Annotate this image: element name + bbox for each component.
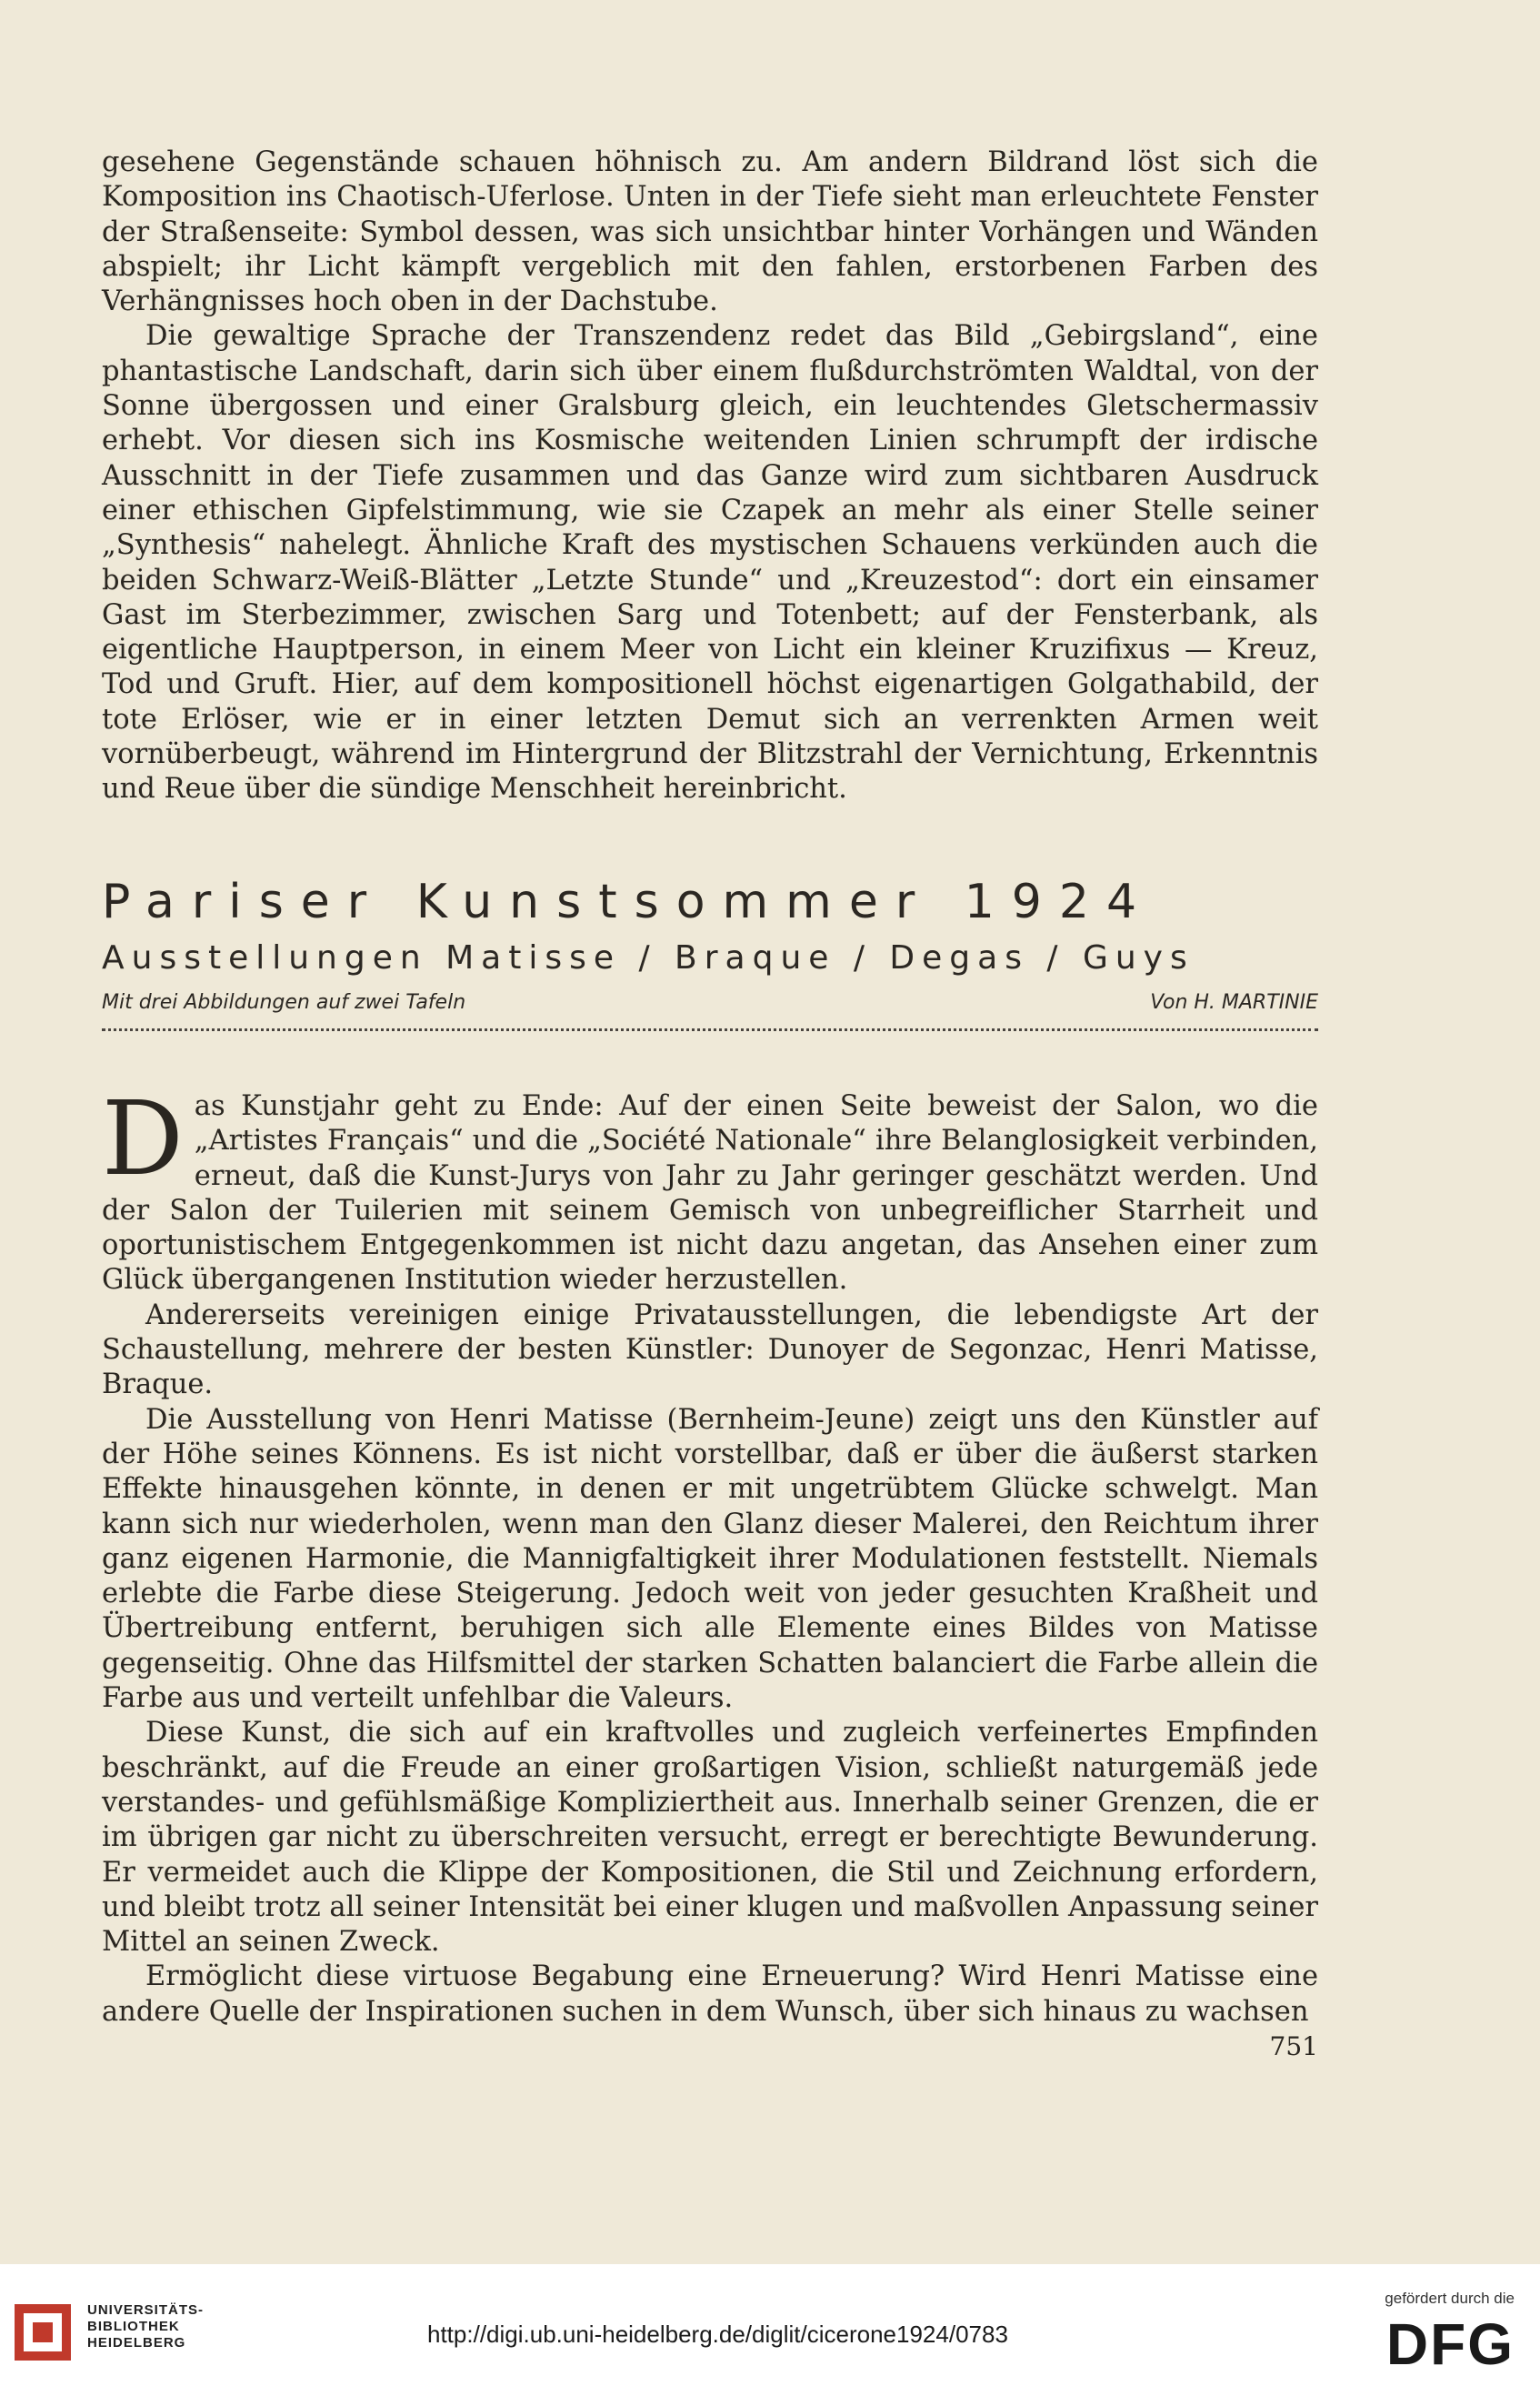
article-paragraph-1 bbox=[102, 1080, 1318, 1298]
library-line: UNIVERSITÄTS- bbox=[87, 2302, 205, 2318]
intro-text bbox=[102, 145, 1318, 807]
university-seal-icon bbox=[11, 2301, 75, 2364]
library-line: BIBLIOTHEK bbox=[87, 2319, 180, 2334]
article-subtitle: Ausstellungen Matisse / Braque / Degas / Guys bbox=[102, 939, 1195, 977]
article-paragraph-5: Ermöglicht diese virtuose Begabung eine Erneuerung? Wird Henri Matisse eine andere Quelle der Inspirationen suchen in dem Wunsch, über sich hinaus zu wachsen bbox=[102, 1960, 1318, 2028]
library-name bbox=[87, 2302, 204, 2351]
article-body bbox=[102, 1080, 1318, 2030]
article-paragraph-2: Andererseits vereinigen einige Privatausstellungen, die lebendigste Art der Schaustellung, mehrere der besten Künstler: Dunoyer de Segonzac, Henri Matisse, Braque. bbox=[102, 1298, 1318, 1401]
article-paragraph-1-text: as Kunstjahr geht zu Ende: Auf der einen Seite beweist der Salon, wo die „Artistes Français“ und die „Société Nationale“ ihre Belanglosigkeit verbinden, erneut, daß die Kunst-Jurys von Jahr zu Jahr geringer geschätzt werden. Und der Salon der Tuilerien mit seinem Gemisch von unbegreiflicher Starrheit und oportunistischem Entgegenkommen ist nicht dazu angetan, das Ansehen einer zum Glück übergangenen Institution wieder herzustellen. bbox=[102, 1090, 1318, 1297]
intro-paragraph-2: Die gewaltige Sprache der Transzendenz redet das Bild „Gebirgsland“, eine phantastische Landschaft, darin sich über einem flußdurchströmten Waldtal, von der Sonne übergossen und einer Gralsburg gleich, ein leuchtendes Gletschermassiv erhebt. Vor diesen sich ins Kosmische weitenden Linien schrumpft der irdische Ausschnitt in der Tiefe zusammen und das Ganze wird zum sichtbaren Ausdruck einer ethischen Gipfelstimmung, wie sie Czapek an mehr als einer Stelle seiner „Synthesis“ nahelegt. Ähnliche Kraft des mystischen Schauens verkünden auch die beiden Schwarz-Weiß-Blätter „Letzte Stunde“ und „Kreuzestod“: dort ein einsamer Gast im Sterbezimmer, zwischen Sarg und Totenbett; auf der Fensterbank, als eigentliche Hauptperson, in einem Meer von Licht ein kleiner Kruzifixus — Kreuz, Tod und Gruft. Hier, auf dem kompositionell höchst eigenartigen Golgathabild, der tote Erlöser, wie er in einer letzten Demut sich an verrenkten Armen weit vornüberbeugt, während im Hintergrund der Blitzstrahl der Vernichtung, Erkenntnis und Reue über die sündige Menschheit hereinbricht. bbox=[102, 320, 1318, 806]
byline bbox=[102, 991, 1318, 1014]
article-header bbox=[102, 873, 1318, 1034]
drop-cap: D bbox=[102, 1080, 184, 1198]
author: Von H. MARTINIE bbox=[1150, 991, 1318, 1014]
dotted-divider bbox=[102, 1028, 1318, 1034]
library-line: HEIDELBERG bbox=[87, 2335, 186, 2351]
article-paragraph-4: Diese Kunst, die sich auf ein kraftvolles und zugleich verfeinertes Empfinden beschränkt, auf die Freude an einer großartigen Vision, schließt naturgemäß jede verstandes- und gefühlsmäßige Kompliziertheit aus. Innerhalb seiner Grenzen, die er im übrigen gar nicht zu überschreiten versucht, erregt er berechtigte Bewunderung. Er vermeidet auch die Klippe der Kompositionen, die Stil und Zeichnung erfordern, und bleibt trotz all seiner Intensität bei einer klugen und maßvollen Anpassung seiner Mittel an seinen Zweck. bbox=[102, 1717, 1318, 1959]
sponsor-label: gefördert durch die bbox=[1385, 2290, 1515, 2307]
dfg-logo: DFG bbox=[1385, 2311, 1515, 2377]
permalink-url[interactable]: http://digi.ub.uni-heidelberg.de/diglit/cicerone1924/0783 bbox=[427, 2321, 1008, 2348]
page-number: 751 bbox=[1269, 2031, 1318, 2061]
intro-paragraph-1: gesehene Gegenstände schauen höhnisch zu. Am andern Bildrand löst sich die Komposition ins Chaotisch-Uferlose. Unten in der Tiefe sieht man erleuchtete Fenster der Straßenseite: Symbol dessen, was sich unsichtbar hinter Vorhängen und Wänden abspielt; ihr Licht kämpft vergeblich mit den fahlen, erstorbenen Farben des Verhängnisses hoch oben in der Dachstube. bbox=[102, 146, 1318, 318]
article-title: Pariser Kunstsommer 1924 bbox=[102, 875, 1155, 929]
illustrations-note: Mit drei Abbildungen auf zwei Tafeln bbox=[102, 991, 466, 1014]
article-paragraph-3: Die Ausstellung von Henri Matisse (Bernheim-Jeune) zeigt uns den Künstler auf der Höhe seines Könnens. Es ist nicht vorstellbar, daß er über die äußerst starken Effekte hinausgehen könnte, in denen er mit ungetrübtem Glücke schwelgt. Man kann sich nur wiederholen, wenn man den Glanz dieser Malerei, den Reichtum ihrer ganz eigenen Harmonie, die Mannigfaltigkeit ihrer Modulationen feststellt. Niemals erlebte die Farbe diese Steigerung. Jedoch weit von jeder gesuchten Kraßheit und Übertreibung entfernt, beruhigen sich alle Elemente eines Bildes von Matisse gegenseitig. Ohne das Hilfsmittel der starken Schatten balanciert die Farbe allein die Farbe aus und verteilt unfehlbar die Valeurs. bbox=[102, 1403, 1318, 1715]
digitization-footer bbox=[0, 2264, 1540, 2396]
